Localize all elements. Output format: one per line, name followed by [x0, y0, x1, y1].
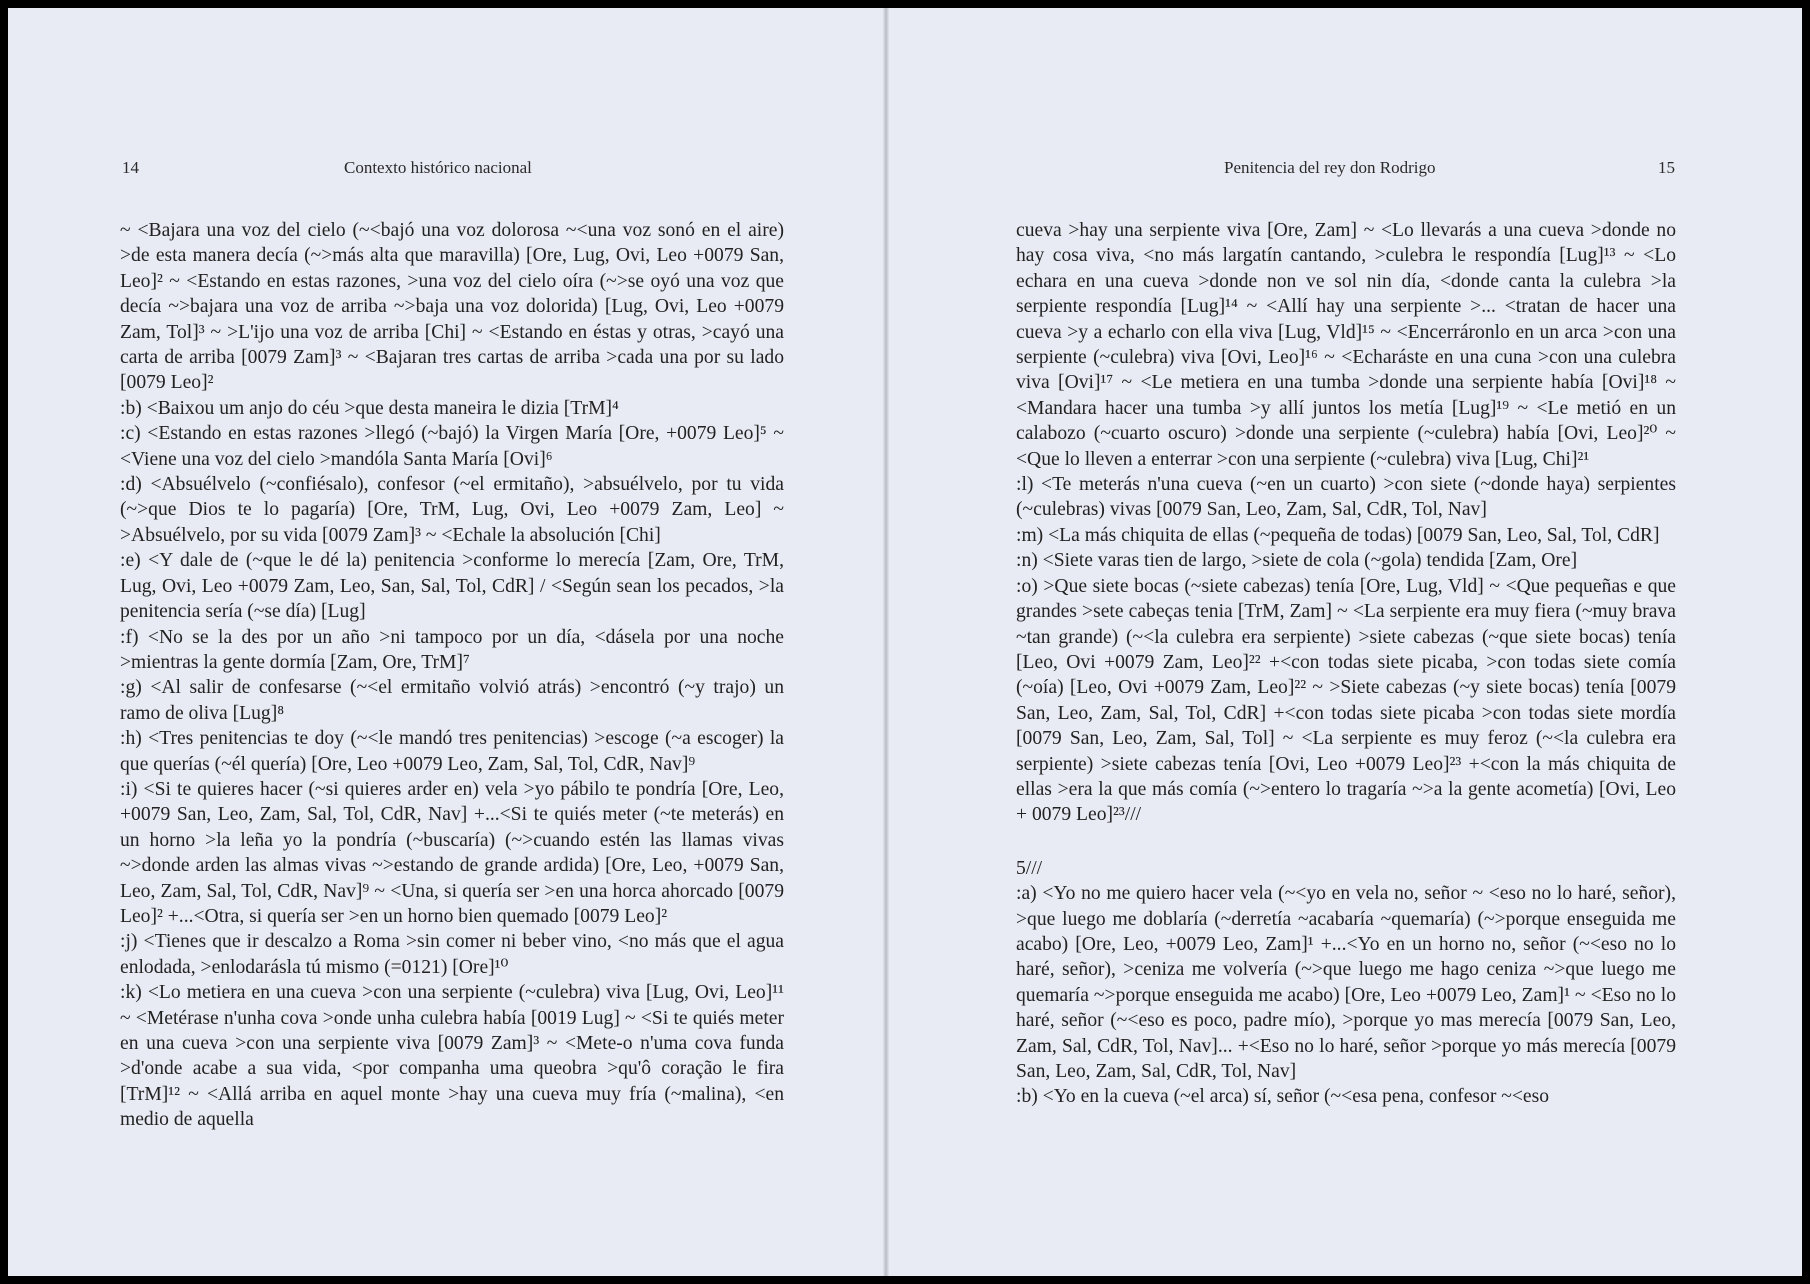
paragraph: :b) <Yo en la cueva (~el arca) sí, señor (~<esa pena, confesor ~<eso — [1016, 1086, 1550, 1108]
paragraph: ~ <Bajara una voz del cielo (~<bajó una voz dolorosa ~<una voz sonó en el aire) >de esta manera decía (~>más alta que maravilla) [Ore, Lug, Ovi, Leo +0079 San, Leo]² ~ <Estando en estas razones, >una voz del cielo oíra (~>se oyó una voz que decía ~>bajara una voz de arriba ~>baja una voz dolorida) [Lug, Ovi, Leo +0079 Zam, Tol]³ ~ >L'ijo una voz de arriba [Chi] ~ <Estando en éstas y otras, >cayó una carta de arriba [0079 Zam]³ ~ <Bajaran tres cartas de arriba >cada una por su lado [0079 Leo]² — [120, 220, 784, 394]
paragraph: :o) >Que siete bocas (~siete cabezas) tenía [Ore, Lug, Vld] ~ <Que pequeñas e que grandes >sete cabeças tenia [TrM, Zam] ~ <La serpiente era muy fiera (~muy brava ~tan grande) (~<la culebra era serpiente) >siete cabezas (~que siete bocas) tenía [Leo, Ovi +0079 Zam, Leo]²² +<con todas siete picaba, >con todas siete comía (~oía) [Leo, Ovi +0079 Zam, Leo]²² ~ >Siete cabezas (~y siete bocas) tenía [0079 San, Leo, Zam, Sal, Tol, CdR] +<con todas siete picaba >con todas siete mordía [0079 San, Leo, Zam, Sal, Tol] ~ <La serpiente es muy feroz (~<la culebra era serpiente) >siete cabezas tenía [Ovi, Leo +0079 Leo]²³ +<con la más chiquita de ellas >era la que más comía (~>entero lo tragaría ~>a la gente acometía) [Ovi, Leo + 0079 Leo]²³/// — [1016, 575, 1676, 826]
paragraph: :j) <Tienes que ir descalzo a Roma >sin comer ni beber vino, <no más que el agua enlodada, >enlodarásla tú mismo (=0121) [Ore]¹⁰ — [120, 931, 784, 978]
paragraph-gap — [1016, 828, 1676, 856]
book-spread — [8, 8, 1802, 1276]
paragraph: :g) <Al salir de confesarse (~<el ermitaño volvió atrás) >encontró (~y trajo) un ramo de oliva [Lug]⁸ — [120, 677, 784, 724]
paragraph: :h) <Tres penitencias te doy (~<le mandó tres penitencias) >escoge (~a escoger) la que querías (~él quería) [Ore, Leo +0079 Leo, Zam, Sal, Tol, CdR, Nav]⁹ — [120, 728, 784, 775]
left-running-head: Contexto histórico nacional — [344, 158, 532, 177]
left-page — [8, 8, 886, 1276]
paragraph: :c) <Estando en estas razones >llegó (~bajó) la Virgen María [Ore, +0079 Leo]⁵ ~ <Viene una voz del cielo >mandóla Santa María [Ovi]⁶ — [120, 423, 784, 470]
paragraph: :k) <Lo metiera en una cueva >con una serpiente (~culebra) viva [Lug, Ovi, Leo]¹¹ ~ <Metérase n'unha cova >onde unha culebra había [0019 Lug] ~ <Si te quiés meter en una cueva >con una serpiente viva [0079 Zam]³ ~ <Mete-o n'uma cova funda >d'onde acabe a sua vida, <por companha uma queobra >qu'ô coração le fira [TrM]¹² ~ <Allá arriba en aquel monte >hay una cueva muy fría (~malina), <en medio de aquella — [120, 982, 784, 1131]
paragraph: :n) <Siete varas tien de largo, >siete de cola (~gola) tendida [Zam, Ore] — [1016, 550, 1578, 572]
paragraph: :l) <Te meterás n'una cueva (~en un cuarto) >con siete (~donde haya) serpientes (~culebras) vivas [0079 San, Leo, Zam, Sal, CdR, Tol, Nav] — [1016, 474, 1676, 521]
paragraph: :i) <Si te quieres hacer (~si quieres arder en) vela >yo pábilo te pondría [Ore, Leo, +0079 San, Leo, Zam, Sal, Tol, CdR, Nav] +...<Si te quiés meter (~te meterás) en un horno >la leña yo la pondría (~buscaría) (~>cuando estén las llamas vivas ~>donde arden las almas vivas ~>estando de grande ardida) [Ore, Leo, +0079 San, Leo, Zam, Sal, Tol, CdR, Nav]⁹ ~ <Una, si quería ser >en una horca ahorcado [0079 Leo]² +...<Otra, si quería ser >en un horno bien quemado [0079 Leo]² — [120, 778, 784, 927]
paragraph: :e) <Y dale de (~que le dé la) penitencia >conforme lo merecía [Zam, Ore, TrM, Lug, Ovi, Leo +0079 Zam, Leo, San, Sal, Tol, CdR] / <Según sean los pecados, >la penitencia sería (~se día) [Lug] — [120, 550, 784, 623]
right-body-text — [1016, 218, 1676, 1110]
paragraph: :m) <La más chiquita de ellas (~pequeña de todas) [0079 San, Leo, Sal, Tol, CdR] — [1016, 524, 1660, 546]
left-body-text — [120, 218, 784, 1133]
paragraph: 5/// — [1016, 857, 1043, 879]
left-page-number: 14 — [122, 158, 139, 177]
paragraph: cueva >hay una serpiente viva [Ore, Zam] ~ <Lo llevarás a una cueva >donde no hay cosa viva, <no más largatín cantando, >culebra le respondía [Lug]¹³ ~ <Lo echara en una cueva >donde non ve sol nin día, <donde canta la culebra >la serpiente respondía [Lug]¹⁴ ~ <Allí hay una serpiente >... <tratan de hacer una cueva >y a echarlo con ella viva [Lug, Vld]¹⁵ ~ <Encerráronlo en un arca >con una serpiente (~culebra) viva [Ovi, Leo]¹⁶ ~ <Echaráste en una cuna >con una culebra viva [Ovi]¹⁷ ~ <Le metiera en una tumba >donde una serpiente había [Ovi]¹⁸ ~ <Mandara hacer una tumba >y allí juntos los metía [Lug]¹⁹ ~ <Le metió en un calabozo (~cuarto oscuro) >donde una serpiente (~culebra) había [Ovi, Leo]²⁰ ~ <Que lo lleven a enterrar >con una serpiente (~culebra) viva [Lug, Chi]²¹ — [1016, 220, 1676, 470]
paragraph: :f) <No se la des por un año >ni tampoco por un día, <dásela por una noche >mientras la gente dormía [Zam, Ore, TrM]⁷ — [120, 626, 784, 673]
right-page — [886, 8, 1802, 1276]
paragraph: :d) <Absuélvelo (~confiésalo), confesor (~el ermitaño), >absuélvelo, por tu vida (~>que Dios te lo pagaría) [Ore, TrM, Lug, Ovi, Leo +0079 Zam, Leo] ~ >Absuélvelo, por su vida [0079 Zam]³ ~ <Echale la absolución [Chi] — [120, 474, 784, 546]
right-page-number: 15 — [1658, 158, 1675, 177]
right-running-head: Penitencia del rey don Rodrigo — [1224, 158, 1436, 177]
paragraph: :a) <Yo no me quiero hacer vela (~<yo en vela no, señor ~ <eso no lo haré, señor), >que luego me doblaría (~derretía ~acabaría ~quemaría) (~>porque enseguida me acabo) [Ore, Leo, +0079 Leo, Zam]¹ +...<Yo en un horno no, señor (~<eso no lo haré, señor), >ceniza me volvería (~>que luego me hago ceniza ~>que luego me quemaría ~>porque enseguida me acabo) [Ore, Leo +0079 Leo, Zam]¹ ~ <Eso no lo haré, señor (~<eso es poco, padre mío), >porque yo mas merecía [0079 San, Leo, Zam, Sal, CdR, Tol, Nav]... +<Eso no lo haré, señor >porque yo más merecía [0079 San, Leo, Zam, Sal, CdR, Tol, Nav] — [1016, 883, 1676, 1082]
paragraph: :b) <Baixou um anjo do céu >que desta maneira le dizia [TrM]⁴ — [120, 397, 619, 419]
